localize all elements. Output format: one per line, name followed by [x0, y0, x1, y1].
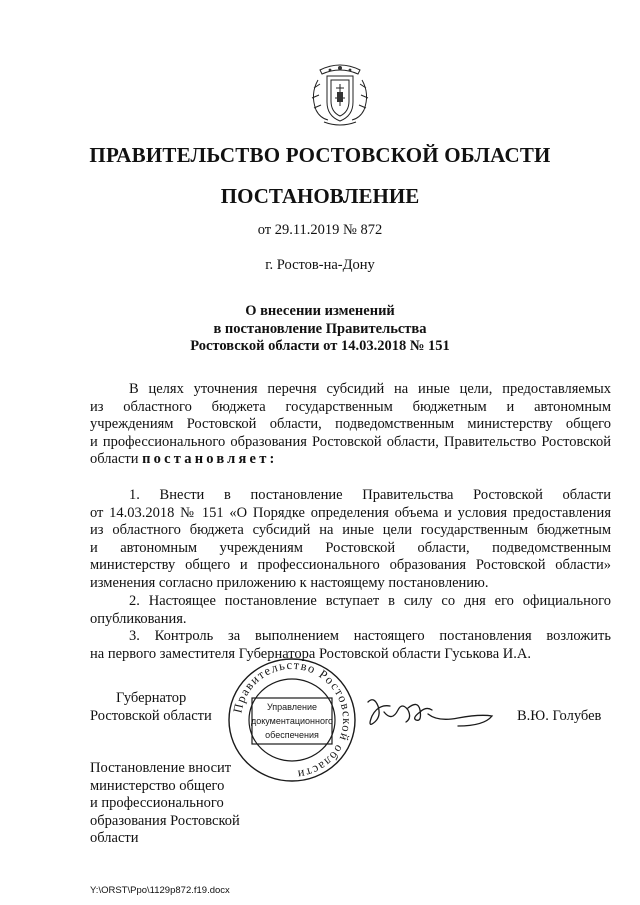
preamble-line: из областного бюджета государственным бюджетным и автономным [90, 398, 611, 415]
clause-line: и автономным учреждениям Ростовской области, подведомственным [90, 539, 611, 556]
clause-line: от 14.03.2018 № 151 «О Порядке определения объема и условия предоставления [90, 504, 611, 521]
subject-line: Ростовской области от 14.03.2018 № 151 [190, 338, 450, 354]
subject-line: в постановление Правительства [213, 320, 427, 337]
subject-line: О внесении изменений [245, 303, 395, 319]
preamble-line: учреждениям Ростовской области, подведомственным министерству общего [90, 416, 611, 433]
decree-word: постановляет: [142, 451, 278, 468]
introduced-by-line: области [90, 830, 139, 846]
stamp-ring-text: Правительство Ростовской области [230, 657, 355, 782]
document-type: ПОСТАНОВЛЕНИЕ [220, 184, 420, 208]
stamp-center-line: документационного [250, 716, 334, 726]
clause-line: из областного бюджета субсидий на иные цели государственным бюджетным [90, 522, 611, 539]
preamble-line: В целях уточнения перечня субсидий на иные цели, предоставляемых [129, 381, 611, 397]
date-number: от 29.11.2019 № 872 [257, 222, 383, 238]
preamble-last-prefix: области [90, 451, 139, 468]
city: г. Ростов-на-Дону [265, 257, 375, 273]
introduced-by-block [90, 760, 240, 848]
clause-2 [90, 593, 611, 628]
clause-line: 1. Внести в постановление Правительства Ростовской области [129, 487, 611, 503]
clause-line: на первого заместителя Губернатора Ростовской области Гуськова И.А. [90, 645, 531, 662]
document-subject [0, 303, 640, 356]
preamble-line: и профессионального образования Ростовской области, Правительство Ростовской [90, 433, 611, 450]
introduced-by-line: образования Ростовской [90, 812, 240, 829]
official-stamp [222, 654, 362, 786]
clause-1 [90, 487, 611, 593]
clause-line: 3. Контроль за выполнением настоящего постановления возложить [129, 628, 611, 644]
file-path: Y:\ORST\Ppo\1129p872.f19.docx [90, 885, 230, 896]
organization-title: ПРАВИТЕЛЬСТВО РОСТОВСКОЙ ОБЛАСТИ [89, 143, 551, 167]
signatory-position-region: Ростовской области [90, 708, 212, 724]
introduced-by-line: Постановление вносит [90, 760, 232, 776]
stamp-center-line: обеспечения [265, 730, 319, 740]
signatory-position-title: Губернатор [116, 690, 187, 706]
coat-of-arms-emblem [300, 58, 380, 130]
clause-line: министерству общего и профессионального образования Ростовской области» [90, 557, 611, 574]
clause-line: изменения согласно приложению к настоящему постановлению. [90, 574, 489, 591]
preamble-paragraph [90, 381, 611, 469]
clause-line: 2. Настоящее постановление вступает в силу со дня его официального [129, 593, 611, 609]
handwritten-signature [362, 692, 502, 736]
clause-line: опубликования. [90, 610, 187, 627]
signatory-name: В.Ю. Голубев [517, 708, 602, 724]
stamp-center-line: Управление [266, 702, 318, 712]
preamble-last-line [90, 451, 611, 469]
introduced-by-line: и профессионального [90, 795, 224, 811]
introduced-by-line: министерство общего [90, 777, 225, 794]
